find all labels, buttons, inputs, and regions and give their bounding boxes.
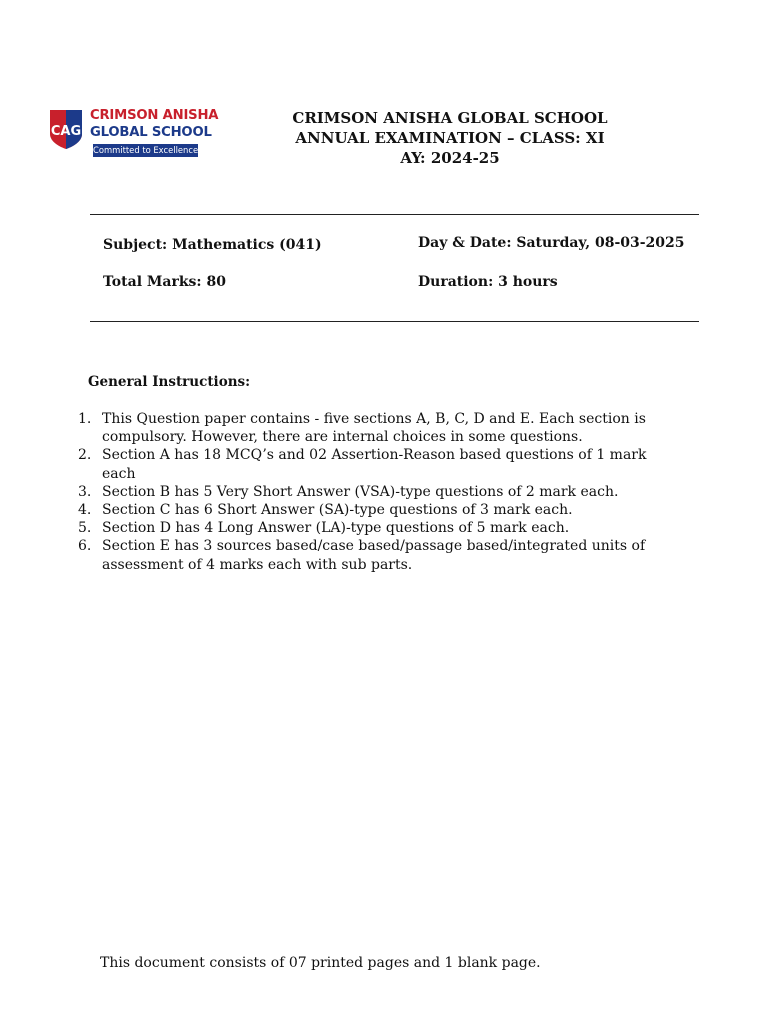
instruction-item <box>78 537 678 573</box>
school-title: CRIMSON ANISHA GLOBAL SCHOOL <box>292 109 608 127</box>
logo-tagline: Committed to Excellence <box>93 145 199 155</box>
document-header <box>230 108 670 168</box>
instruction-text: Section D has 4 Long Answer (LA)-type questions of 5 mark each. <box>102 520 570 537</box>
instruction-text: Section A has 18 MCQ’s and 02 Assertion-Reason based questions of 1 mark each <box>102 447 647 482</box>
exam-date-label: Day & Date: Saturday, 08-03-2025 <box>418 235 685 251</box>
instruction-number: 2. <box>78 447 92 464</box>
instruction-item <box>78 410 678 446</box>
school-shield-logo-icon <box>48 108 84 150</box>
instruction-text: Section E has 3 sources based/case based/passage based/integrated units of assessment of 4 marks each with sub parts. <box>102 538 646 573</box>
instruction-item <box>78 446 678 482</box>
instructions-list <box>78 410 678 574</box>
instruction-text: Section B has 5 Very Short Answer (VSA)-type questions of 2 mark each. <box>102 483 619 500</box>
exam-title: ANNUAL EXAMINATION – CLASS: XI <box>295 129 605 147</box>
top-divider <box>90 214 699 215</box>
instruction-number: 5. <box>78 520 92 537</box>
subject-label: Subject: Mathematics (041) <box>103 237 322 253</box>
instructions-title: General Instructions: <box>88 374 251 390</box>
instruction-number: 4. <box>78 502 92 519</box>
total-marks-label: Total Marks: 80 <box>103 274 226 290</box>
logo-name-line2: GLOBAL SCHOOL <box>90 125 212 140</box>
logo-school-name <box>90 107 218 141</box>
instruction-item <box>78 501 678 519</box>
academic-year: AY: 2024-25 <box>400 149 500 167</box>
instruction-text: Section C has 6 Short Answer (SA)-type questions of 3 mark each. <box>102 502 573 519</box>
instruction-item <box>78 483 678 501</box>
instruction-number: 6. <box>78 538 92 555</box>
instruction-number: 3. <box>78 483 92 500</box>
logo-name-line1: CRIMSON ANISHA <box>90 108 219 123</box>
school-logo <box>44 90 219 160</box>
bottom-divider <box>90 321 699 322</box>
duration-label: Duration: 3 hours <box>418 274 558 290</box>
page-count-note: This document consists of 07 printed pages and 1 blank page. <box>100 955 541 971</box>
svg-text:CAG: CAG <box>50 124 82 139</box>
instruction-item <box>78 519 678 537</box>
instruction-number: 1. <box>78 411 92 427</box>
instruction-text: This Question paper contains - five sections A, B, C, D and E. Each section is compulsory. However, there are internal choices in some questions. <box>102 411 646 446</box>
